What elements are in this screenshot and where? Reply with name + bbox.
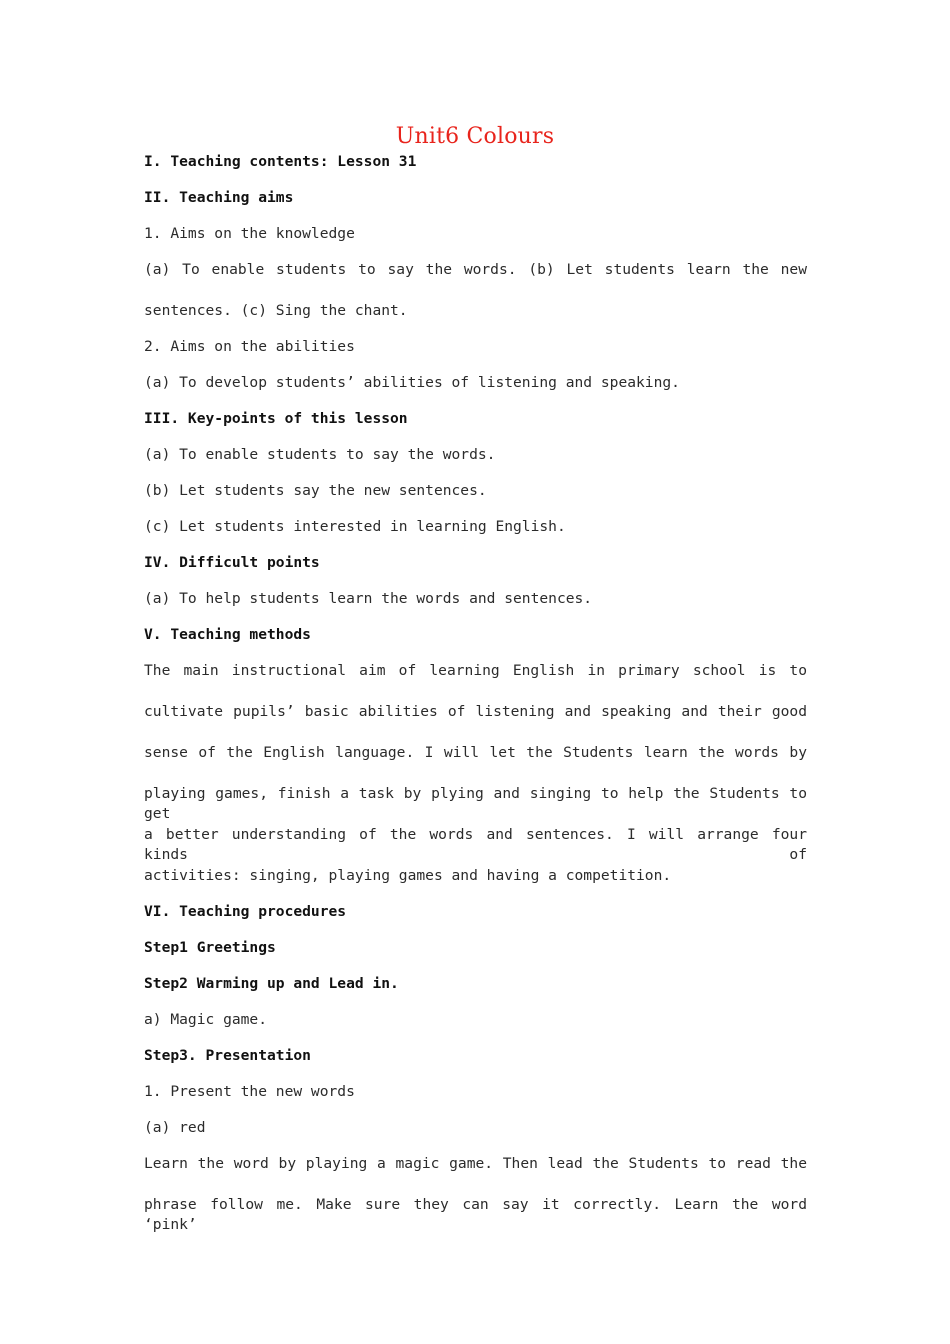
paragraph-line: Learn the word by playing a magic game. Then lead the Students to read the xyxy=(144,1155,807,1172)
paragraph-line: (a) To enable students to say the words. (b) Let students learn the new xyxy=(144,261,807,278)
paragraph-line: The main instructional aim of learning English in primary school is to xyxy=(144,662,807,679)
document-title: Unit6 Colours xyxy=(395,124,555,149)
paragraph-line: sense of the English language. I will let the Students learn the words by xyxy=(144,744,807,761)
section-heading-teaching-aims: II. Teaching aims xyxy=(144,189,294,206)
paragraph-line: cultivate pupils’ basic abilities of listening and speaking and their good xyxy=(144,703,807,720)
list-item: (c) Let students interested in learning English. xyxy=(144,518,566,535)
subheading-present-words: 1. Present the new words xyxy=(144,1083,355,1100)
paragraph-line: a better understanding of the words and sentences. I will arrange four kinds of xyxy=(144,826,807,863)
subheading-aims-knowledge: 1. Aims on the knowledge xyxy=(144,225,355,242)
step-heading-warming-up: Step2 Warming up and Lead in. xyxy=(144,975,399,992)
paragraph-line: playing games, finish a task by plying and singing to help the Students to get xyxy=(144,785,807,822)
section-heading-key-points: III. Key-points of this lesson xyxy=(144,410,408,427)
subheading-aims-abilities: 2. Aims on the abilities xyxy=(144,338,355,355)
list-item: (a) To help students learn the words and sentences. xyxy=(144,590,593,607)
paragraph-line: phrase follow me. Make sure they can say it correctly. Learn the word ‘pink’ xyxy=(144,1196,807,1233)
section-heading-teaching-contents: I. Teaching contents: Lesson 31 xyxy=(144,153,417,170)
list-item: (a) To enable students to say the words. xyxy=(144,446,496,463)
list-item: a) Magic game. xyxy=(144,1011,268,1028)
step-heading-greetings: Step1 Greetings xyxy=(144,939,276,956)
paragraph-line: activities: singing, playing games and having a competition. xyxy=(144,867,672,884)
section-heading-teaching-methods: V. Teaching methods xyxy=(144,626,311,643)
paragraph-line: sentences. (c) Sing the chant. xyxy=(144,302,408,319)
section-heading-difficult-points: IV. Difficult points xyxy=(144,554,320,571)
list-item: (a) red xyxy=(144,1119,206,1136)
list-item: (b) Let students say the new sentences. xyxy=(144,482,487,499)
step-heading-presentation: Step3. Presentation xyxy=(144,1047,311,1064)
section-heading-teaching-procedures: VI. Teaching procedures xyxy=(144,903,347,920)
paragraph-line: (a) To develop students’ abilities of listening and speaking. xyxy=(144,374,680,391)
